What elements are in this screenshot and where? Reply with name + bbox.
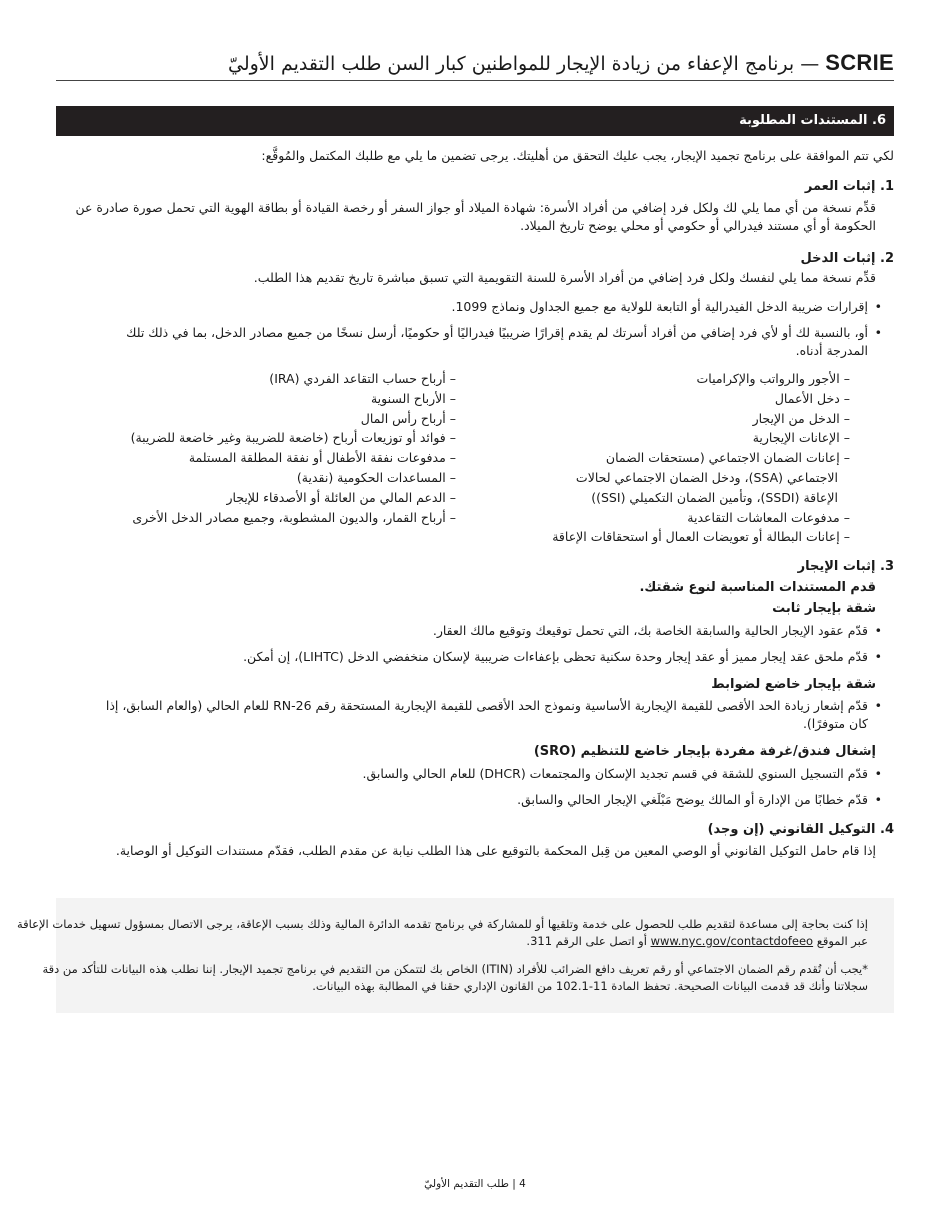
notice-p1-prefix: عبر الموقع: [816, 934, 868, 948]
list-item: – الدعم المالي من العائلة أو الأصدقاء للإيجار: [36, 488, 456, 508]
sro-bullet-2: • قدّم خطابًا من الإدارة أو المالك يوضح مَبْلَغي الإيجار الحالي والسابق.: [517, 791, 868, 808]
age-line-1: قدِّم نسخة من أي مما يلي لك ولكل فرد إضافي من أفراد الأسرة: شهادة الميلاد أو جواز السفر أو رخصة القيادة أو بطاقة الهوية التي تحمل صورة صادرة عن: [75, 200, 876, 215]
age-heading: [805, 178, 894, 195]
income-sources: [56, 369, 876, 549]
income-bullet-1: • إقرارات ضريبة الدخل الفيدرالية أو التابعة للولاية مع جميع الجداول ونماذج 1099.: [451, 298, 868, 315]
notice-box: [16, 898, 894, 1013]
sro-title: إشغال فندق/غرفة مفردة بإيجار خاضع للتنظيم (SRO): [533, 744, 876, 759]
intro-text: لكي تتم الموافقة على برنامج تجميد الإيجار، يجب عليك التحقق من أهليتك. يرجى تضمين ما يلي مع طلبك المكتمل والمُوقَّع:: [261, 148, 894, 163]
poa-heading: [708, 821, 894, 838]
list-item: – أرباح رأس المال: [36, 409, 456, 429]
contact-link[interactable]: www.nyc.gov/contactdofeeo: [650, 934, 814, 948]
page-title: برنامج الإعفاء من زيادة الإيجار للمواطنين كبار السن طلب التقديم الأوليّ: [228, 53, 795, 75]
list-item: – إعانات الضمان الاجتماعي (مستحقات الضمان: [530, 448, 850, 468]
section-bar: [56, 106, 894, 136]
footer-label: طلب التقديم الأوليّ: [424, 1178, 509, 1190]
income-sources-col-2: [36, 369, 456, 527]
section-number: 6.: [872, 113, 886, 128]
list-item: – إعانات البطالة أو تعويضات العمال أو استحقاقات الإعاقة: [530, 527, 850, 547]
age-line-2: الحكومة أو أي مستند فيدرالي أو حكومي أو محلي يوضح تاريخ الميلاد.: [520, 218, 876, 233]
rent-heading: [798, 558, 894, 575]
fixed-rent-title: شقة بإيجار ثابت: [772, 601, 876, 616]
list-item: – فوائد أو توزيعات أرباح (خاضعة للضريبة وغير خاضعة للضريبة): [36, 428, 456, 448]
header-dash: —: [800, 53, 820, 75]
income-number: 2.: [880, 251, 894, 266]
rent-subtitle: قدم المستندات المناسبة لنوع شقتك.: [639, 580, 876, 595]
regulated-rent-bullet-line-1: • قدّم إشعار زيادة الحد الأقصى للقيمة الإيجارية الأساسية ونموذج الحد الأقصى للقيمة الإيجارية المستحقة رقم RN-26 للعام الحالي (والعام السابق، إذا: [106, 697, 868, 714]
notice-p2-line-2: سجلاتنا وأنك قد قدمت البيانات الصحيحة. تحفظ المادة 11-102.1 من القانون الإداري حقنا في المطالبة بهذه البيانات.: [312, 979, 868, 993]
regulated-rent-title: شقة بإيجار خاضع لضوابط: [711, 677, 876, 692]
notice-p2-line-1: *يجب أن تُقدم رقم الضمان الاجتماعي أو رقم تعريف دافع الضرائب للأفراد (ITIN) الخاص بك لتتمكن من التقديم في برنامج تجميد الإيجار. إننا نطلب هذه البيانات للتأكد من دقة: [42, 962, 868, 976]
list-item: – الدخل من الإيجار: [530, 409, 850, 429]
income-title: إثبات الدخل: [800, 251, 876, 266]
page-number: 4: [519, 1178, 526, 1190]
income-sources-col-1: [530, 369, 850, 547]
list-item: – الأرباح السنوية: [36, 389, 456, 409]
rent-title: إثبات الإيجار: [797, 559, 876, 574]
rent-number: 3.: [880, 559, 894, 574]
brand: SCRIE: [825, 50, 894, 75]
age-title: إثبات العمر: [804, 179, 876, 194]
income-intro: قدِّم نسخة مما يلي لنفسك ولكل فرد إضافي من أفراد الأسرة للسنة التقويمية التي تسبق مباشرة تاريخ تقديم هذا الطلب.: [253, 270, 876, 285]
poa-title: التوكيل القانوني (إن وجد): [707, 822, 876, 837]
list-item: الاجتماعي (SSA)، ودخل الضمان الاجتماعي لحالات: [575, 469, 838, 485]
income-bullet-2-line-2: المدرجة أدناه.: [795, 343, 868, 358]
age-number: 1.: [880, 179, 894, 194]
notice-p1-suffix: أو اتصل على الرقم 311.: [526, 934, 647, 948]
poa-number: 4.: [880, 822, 894, 837]
list-item: – الأجور والرواتب والإكراميات: [530, 369, 850, 389]
list-item: – المساعدات الحكومية (نقدية): [36, 468, 456, 488]
list-item: – مدفوعات نفقة الأطفال أو نفقة المطلقة المستلمة: [36, 448, 456, 468]
sro-bullet-1: • قدّم التسجيل السنوي للشقة في قسم تجديد الإسكان والمجتمعات (DHCR) للعام الحالي والسابق.: [363, 765, 869, 782]
list-item: – الإعانات الإيجارية: [530, 428, 850, 448]
list-item: – دخل الأعمال: [530, 389, 850, 409]
notice-p1-line-1: إذا كنت بحاجة إلى مساعدة لتقديم طلب للحصول على خدمة وتلقيها أو للمشاركة في برنامج تقدمه الدائرة المالية وذلك بسبب الإعاقة، يرجى الاتصال بمسؤول تسهيل خدمات الإعاقة: [16, 917, 868, 931]
income-bullet-2-line-1: • أو، بالنسبة لك أو لأي فرد إضافي من أفراد أسرتك لم يقدم إقرارًا ضريبيًا فيدراليًا أو حكوميًا، أرسل نسخًا من جميع مصادر الدخل، بما في ذلك تلك: [126, 324, 868, 341]
income-heading: [801, 250, 894, 267]
footer-separator: |: [512, 1178, 516, 1190]
poa-text: إذا قام حامل التوكيل القانوني أو الوصي المعين من قِبل المحكمة بالتوقيع على هذا الطلب نيابة عن مقدم الطلب، فقدّم مستندات التوكيل أو الوصاية.: [115, 843, 876, 858]
section-title: المستندات المطلوبة: [739, 113, 868, 128]
list-item: الإعاقة (SSDI)، وتأمين الضمان التكميلي (SSI)): [591, 489, 838, 505]
list-item: – أرباح حساب التقاعد الفردي (IRA): [36, 369, 456, 389]
regulated-rent-bullet-line-2: كان متوفرًا).: [802, 716, 868, 731]
notice-p1-line-2: [526, 933, 868, 949]
fixed-rent-bullet-2: • قدّم ملحق عقد إيجار مميز أو عقد إيجار وحدة سكنية تحظى بإعفاءات ضريبية لإسكان منخفضي الدخل (LIHTC)، إن أمكن.: [243, 648, 868, 665]
list-item: – مدفوعات المعاشات التقاعدية: [530, 508, 850, 528]
page-header: [56, 50, 894, 81]
fixed-rent-bullet-1: • قدّم عقود الإيجار الحالية والسابقة الخاصة بك، التي تحمل توقيعك وتوقيع مالك العقار.: [433, 622, 868, 639]
list-item: – أرباح القمار، والديون المشطوبة، وجميع مصادر الدخل الأخرى: [36, 508, 456, 528]
page-footer: [0, 1178, 950, 1190]
